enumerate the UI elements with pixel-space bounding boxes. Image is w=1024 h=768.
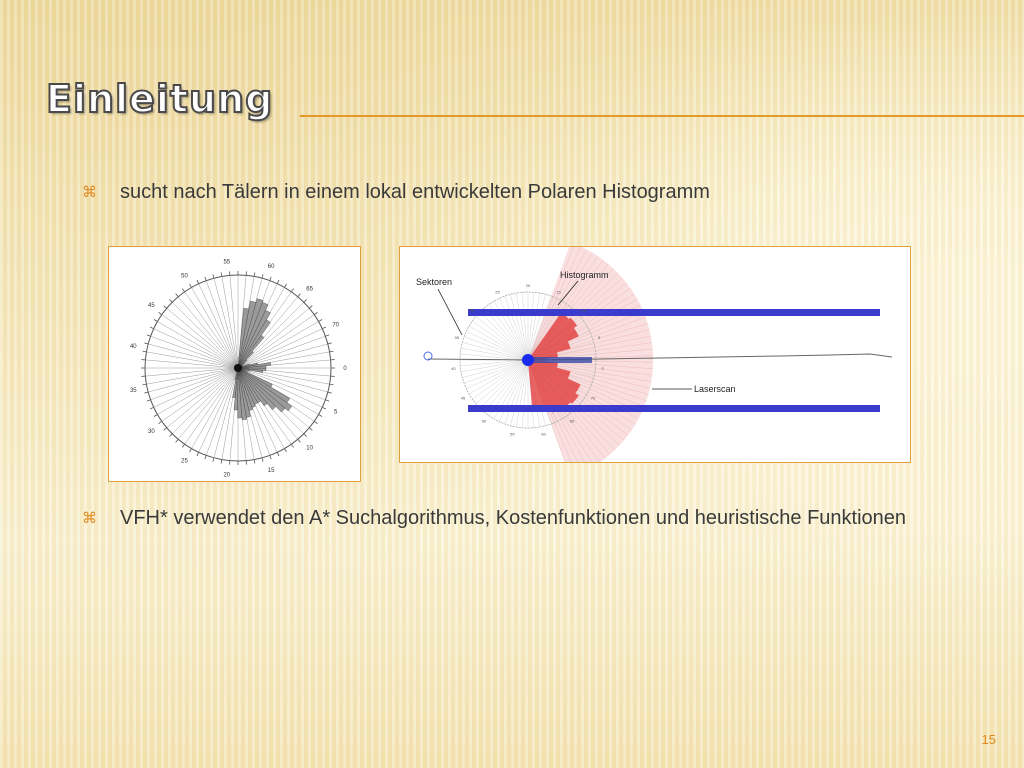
sector-label: 55 — [223, 259, 231, 266]
sector-line — [230, 275, 238, 368]
sector-line — [154, 329, 238, 368]
bullet-item — [80, 176, 710, 209]
robot-laserscan-image — [400, 247, 910, 462]
sectors-label: Sektoren — [416, 277, 453, 287]
sector-tick — [164, 306, 167, 309]
sector-tick — [330, 384, 334, 385]
scale-label: 20 — [525, 283, 531, 288]
sector-tick — [254, 460, 255, 464]
sector-tick — [304, 299, 307, 302]
robot-dot — [522, 354, 534, 366]
sector-line — [145, 368, 238, 376]
robot-laserscan-figure — [399, 246, 911, 463]
sector-tick — [144, 343, 148, 344]
sector-ray — [499, 298, 528, 360]
sector-tick — [169, 434, 172, 437]
sector-tick — [298, 439, 301, 442]
sector-tick — [314, 421, 317, 423]
sector-tick — [147, 335, 151, 336]
sector-tick — [319, 415, 322, 417]
sector-tick — [277, 452, 279, 456]
sector-tick — [328, 343, 332, 344]
sector-tick — [285, 284, 287, 287]
sector-tick — [262, 274, 263, 278]
sector-tick — [197, 280, 199, 284]
sector-tick — [190, 449, 192, 452]
sector-tick — [213, 458, 214, 462]
sector-label: 65 — [306, 286, 313, 293]
scale-label: 30 — [470, 307, 475, 313]
sector-tick — [330, 351, 334, 352]
scale-label: 25 — [495, 289, 500, 295]
sector-line — [214, 278, 238, 368]
sector-label: 45 — [148, 303, 155, 310]
sector-tick — [190, 284, 192, 287]
sector-tick — [159, 421, 162, 423]
sector-label: 30 — [148, 428, 155, 435]
sector-ray — [462, 342, 528, 360]
sector-tick — [291, 444, 293, 447]
sector-line — [154, 368, 238, 407]
sector-tick — [144, 392, 148, 393]
sector-tick — [159, 312, 162, 314]
sector-tick — [277, 280, 279, 284]
polar-histogram-figure — [108, 246, 361, 482]
robot-position-dot — [234, 364, 242, 372]
scale-label: 70 — [590, 395, 596, 401]
start-marker — [424, 352, 432, 360]
sector-ray — [466, 360, 528, 389]
corridor-wall — [468, 309, 880, 316]
sector-tick — [270, 277, 271, 281]
page-number: 15 — [981, 732, 996, 747]
sector-tick — [322, 407, 326, 409]
scale-label: 40 — [451, 365, 456, 371]
sector-tick — [169, 299, 172, 302]
sector-tick — [176, 294, 179, 297]
sector-ray — [522, 292, 528, 360]
sector-tick — [182, 289, 184, 292]
sector-ray — [460, 360, 528, 366]
sector-tick — [142, 384, 146, 385]
laserscan-label: Laserscan — [694, 384, 736, 394]
polar-histogram-image — [109, 247, 360, 481]
sector-line — [214, 368, 238, 458]
direction-bar — [530, 357, 592, 363]
sector-tick — [291, 289, 293, 292]
sector-tick — [325, 335, 329, 336]
sector-tick — [197, 452, 199, 456]
sector-tick — [309, 306, 312, 309]
sector-label: 5 — [334, 409, 338, 416]
sectors-arrow — [438, 289, 462, 335]
sector-line — [199, 284, 238, 368]
robot-path — [428, 354, 892, 360]
sector-tick — [254, 272, 255, 276]
sector-label: 20 — [223, 472, 231, 479]
sector-ray — [510, 294, 528, 360]
bullet-text: sucht nach Tälern in einem lokal entwickelten Polaren Histogramm — [120, 181, 710, 203]
sector-tick — [314, 312, 317, 314]
bullet-marker-icon: ⌘ — [82, 510, 97, 527]
sector-tick — [205, 277, 206, 281]
sector-line — [148, 344, 238, 368]
sector-ray — [510, 360, 528, 426]
sector-label: 40 — [129, 343, 137, 350]
scale-label: 0 — [601, 365, 604, 371]
scale-label: 10 — [581, 307, 586, 313]
sector-label: 25 — [181, 458, 188, 465]
sector-tick — [221, 460, 222, 464]
sector-tick — [154, 415, 157, 417]
sector-tick — [213, 274, 214, 278]
sector-tick — [304, 434, 307, 437]
slide-title: Einleitung — [46, 77, 274, 121]
sector-tick — [150, 327, 154, 329]
sector-tick — [285, 449, 287, 452]
scale-label: 45 — [460, 395, 466, 401]
sector-ray — [522, 360, 528, 428]
scale-label: 60 — [541, 431, 546, 437]
sector-line — [148, 368, 238, 392]
scale-label: 5 — [598, 334, 601, 340]
sector-tick — [164, 428, 167, 431]
bullet-marker-icon: ⌘ — [82, 184, 97, 201]
scale-label: 55 — [510, 431, 515, 437]
sector-label: 70 — [332, 322, 340, 329]
sector-label: 50 — [181, 273, 188, 280]
sector-tick — [328, 392, 332, 393]
sector-tick — [262, 458, 263, 462]
sector-tick — [142, 351, 146, 352]
sector-tick — [147, 400, 151, 401]
sector-ray — [466, 331, 528, 360]
sector-label: 15 — [267, 467, 275, 474]
sector-tick — [309, 428, 312, 431]
sector-label: 35 — [129, 388, 137, 395]
sector-tick — [205, 455, 206, 459]
sector-label: 60 — [267, 264, 275, 271]
sector-tick — [176, 439, 179, 442]
sector-ray — [499, 360, 528, 422]
bullet-text: VFH* verwendet den A* Suchalgorithmus, Kostenfunktionen und heuristische Funktionen — [120, 507, 907, 529]
sector-tick — [270, 455, 271, 459]
sector-tick — [221, 272, 222, 276]
sector-label: 0 — [343, 366, 347, 372]
title-underline — [300, 115, 1024, 117]
sector-tick — [154, 320, 157, 322]
scale-label: 50 — [481, 418, 487, 424]
sector-label: 10 — [306, 445, 313, 452]
scale-label: 15 — [556, 289, 561, 295]
sector-line — [145, 360, 238, 368]
sector-tick — [319, 320, 322, 322]
bullet-item — [80, 502, 980, 535]
sector-tick — [322, 327, 326, 329]
sector-line — [199, 368, 238, 452]
histogram-label: Histogramm — [560, 270, 609, 280]
sector-tick — [298, 294, 301, 297]
scale-label: 35 — [454, 334, 459, 340]
sector-tick — [325, 400, 329, 401]
sector-tick — [150, 407, 154, 409]
sector-tick — [182, 444, 184, 447]
sector-ray — [462, 360, 528, 378]
corridor-wall — [468, 405, 880, 412]
scale-label: 65 — [569, 418, 575, 424]
